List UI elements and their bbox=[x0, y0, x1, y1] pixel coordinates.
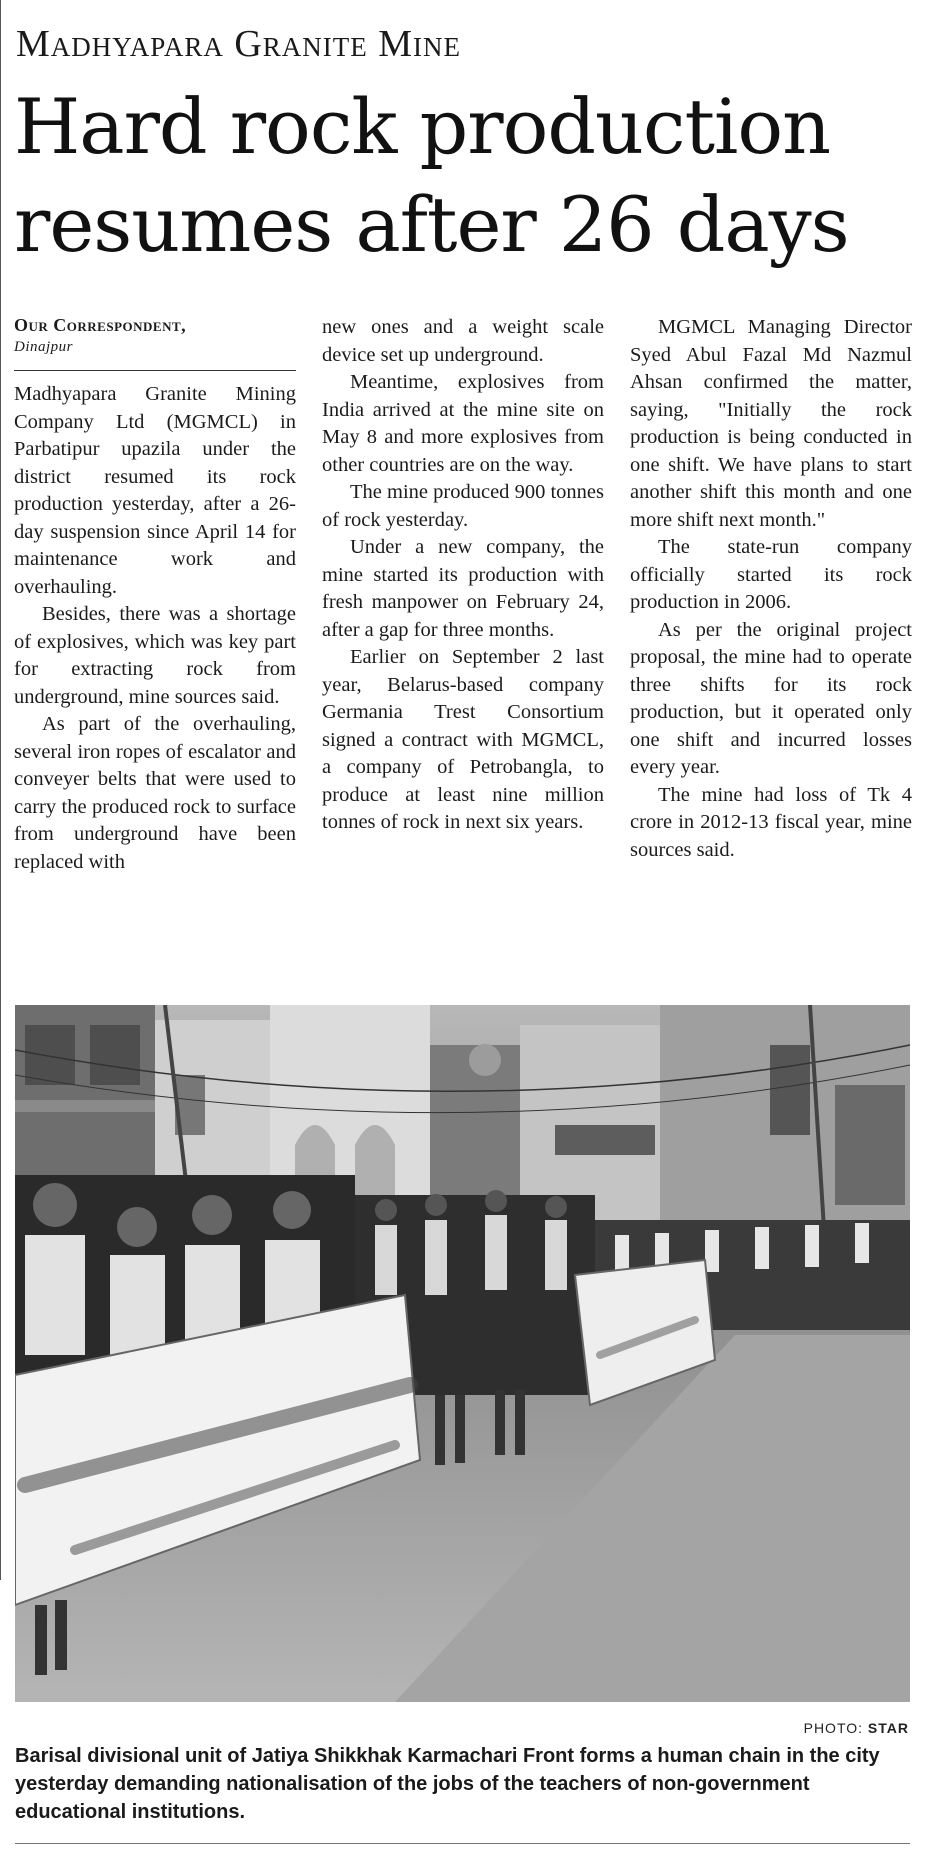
body-paragraph: Madhyapara Granite Mining Company Ltd (MGMCL) in Parbatipur upazila under the district resumed its rock production yesterday, after a 26-day suspension since April 14 for maintenance work and overhauling. bbox=[14, 383, 296, 598]
photo-caption: Barisal divisional unit of Jatiya Shikkhak Karmachari Front forms a human chain in the city yesterday demanding nationalisation of the jobs of the teachers of non-government educational institutions. bbox=[15, 1745, 880, 1823]
byline-divider bbox=[14, 370, 296, 371]
body-paragraph: The mine had loss of Tk 4 crore in 2012-13 fiscal year, mine sources said. bbox=[630, 783, 912, 861]
body-paragraph: As part of the overhauling, several iron ropes of escalator and conveyer belts that were used to carry the produced rock to surface from underground have been replaced with bbox=[14, 713, 296, 873]
body-paragraph: As per the original project proposal, the mine had to operate three shifts for its rock production, but it operated only one shift and incurred losses every year. bbox=[630, 618, 912, 778]
bottom-rule bbox=[15, 1843, 910, 1844]
body-column-1 bbox=[14, 314, 296, 876]
article-kicker: Madhyapara Granite Mine bbox=[16, 23, 462, 65]
news-photo bbox=[15, 1005, 910, 1702]
body-column-2 bbox=[322, 314, 604, 837]
human-chain-photo-illustration bbox=[15, 1005, 910, 1702]
article-headline: Hard rock production resumes after 26 days bbox=[14, 82, 849, 269]
byline-name: Our Correspondent, bbox=[14, 315, 187, 335]
body-paragraph: Under a new company, the mine started its production with fresh manpower on February 24, after a gap for three months. bbox=[322, 536, 604, 641]
body-paragraph: Earlier on September 2 last year, Belarus-based company Germania Trest Consortium signed a contract with MGMCL, a company of Petrobangla, to produce at least nine million tonnes of rock in next six years. bbox=[322, 646, 604, 833]
body-paragraph: The mine produced 900 tonnes of rock yesterday. bbox=[322, 481, 604, 531]
byline bbox=[14, 314, 296, 358]
body-paragraph: Besides, there was a shortage of explosives, which was key part for extracting rock from underground, mine sources said. bbox=[14, 603, 296, 708]
body-column-3 bbox=[630, 314, 912, 864]
photo-credit-source: STAR bbox=[867, 1720, 909, 1736]
article-body bbox=[14, 314, 912, 994]
body-paragraph: The state-run company officially started its rock production in 2006. bbox=[630, 536, 912, 613]
body-paragraph: new ones and a weight scale device set up underground. bbox=[322, 316, 604, 366]
photo-credit-prefix: PHOTO: bbox=[803, 1720, 868, 1736]
body-paragraph: MGMCL Managing Director Syed Abul Fazal Md Nazmul Ahsan confirmed the matter, saying, "Initially the rock production is being conducted in one shift. We have plans to start another shift this month and one more shift next month." bbox=[630, 316, 912, 531]
page-left-rule bbox=[0, 0, 1, 1580]
photo-credit bbox=[804, 1720, 909, 1736]
body-paragraph: Meantime, explosives from India arrived at the mine site on May 8 and more explosives from other countries are on the way. bbox=[322, 371, 604, 476]
byline-place: Dinajpur bbox=[14, 339, 74, 355]
